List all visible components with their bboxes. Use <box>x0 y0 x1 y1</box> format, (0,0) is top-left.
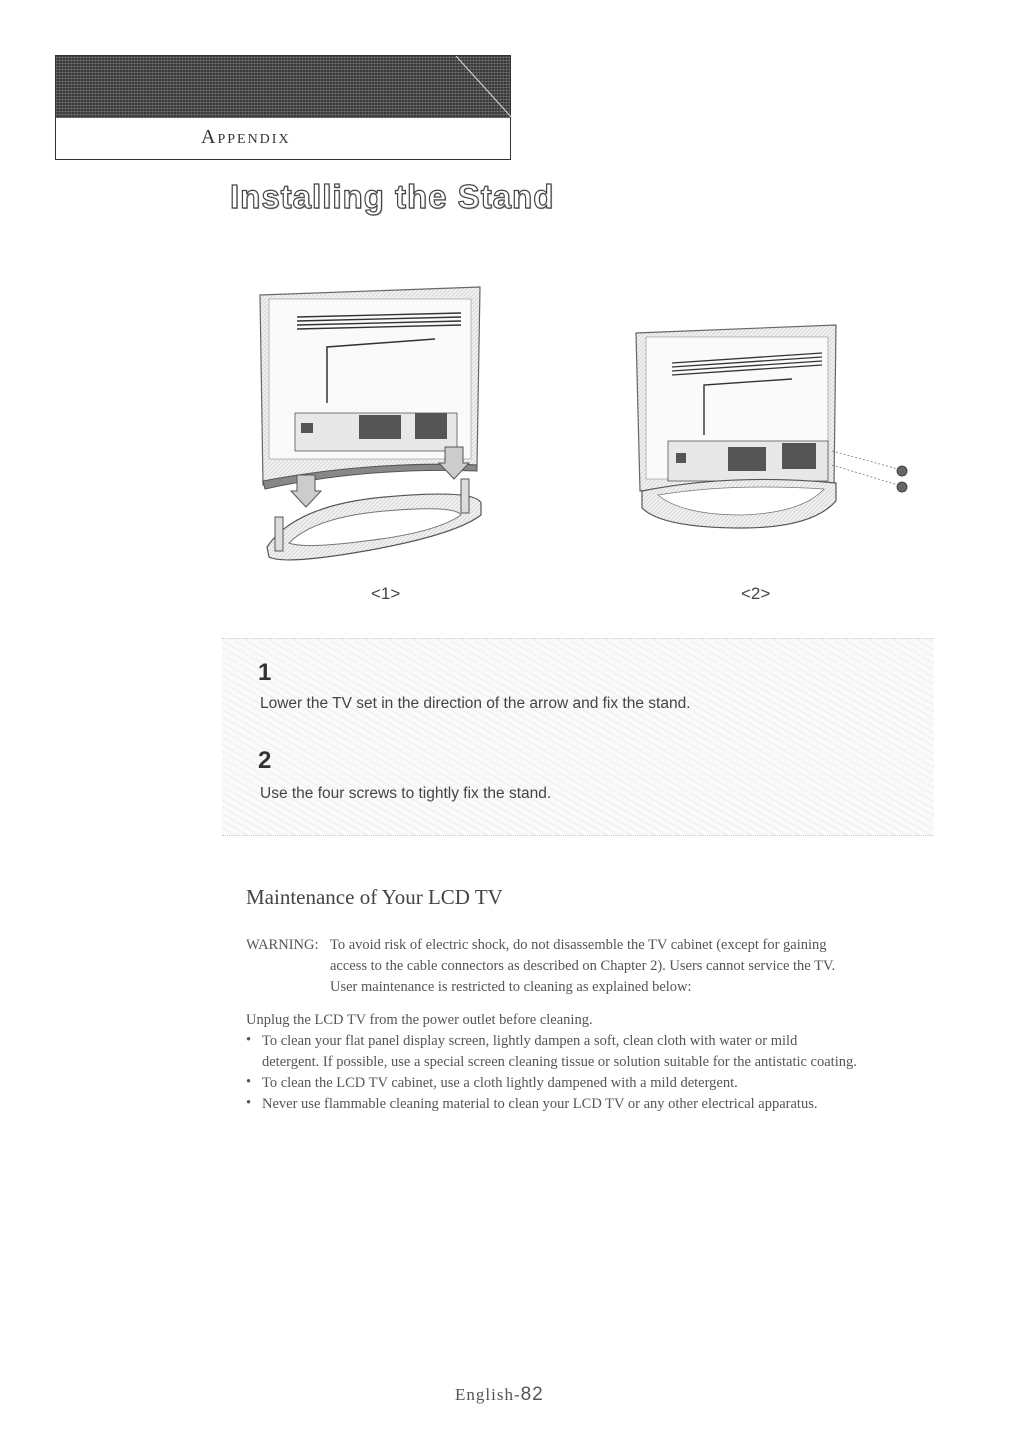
steps-box <box>222 638 934 836</box>
bullet-line: Never use flammable cleaning material to clean your LCD TV or any other electrical apparatus. <box>262 1096 818 1112</box>
section-label: Appendix <box>201 126 291 148</box>
warning-line: User maintenance is restricted to cleaning as explained below: <box>330 979 692 995</box>
page-number: 82 <box>520 1384 544 1405</box>
screw-icon <box>897 466 907 476</box>
footer-prefix: English- <box>455 1385 521 1404</box>
screw-icon <box>897 482 907 492</box>
step-text-2: Use the four screws to tightly fix the stand. <box>260 785 552 802</box>
warning-label: WARNING: <box>246 937 319 953</box>
maintenance-intro: Unplug the LCD TV from the power outlet before cleaning. <box>246 1012 593 1028</box>
header-pattern-band <box>56 56 510 118</box>
warning-line: To avoid risk of electric shock, do not disassemble the TV cabinet (except for gaining <box>330 937 827 953</box>
bullet-dot-icon: • <box>246 1032 252 1048</box>
header-diagonal-icon <box>56 56 512 118</box>
page-footer <box>455 1384 544 1406</box>
section-header <box>55 55 511 160</box>
maintenance-title: Maintenance of Your LCD TV <box>246 885 503 909</box>
page-title: Installing the Stand <box>230 178 555 215</box>
bullet-line: detergent. If possible, use a special screen cleaning tissue or solution suitable for the antistatic coating. <box>262 1054 857 1070</box>
step-number-1: 1 <box>258 659 272 686</box>
tv-stand-illustration-1 <box>255 285 487 575</box>
tv-stand-illustration-2 <box>632 323 914 533</box>
figure-label-1: <1> <box>371 584 401 603</box>
bullet-line: To clean your flat panel display screen, lightly dampen a soft, clean cloth with water or mild <box>262 1033 798 1049</box>
bullet-line: To clean the LCD TV cabinet, use a cloth lightly dampened with a mild detergent. <box>262 1075 738 1091</box>
step-text-1: Lower the TV set in the direction of the arrow and fix the stand. <box>260 695 691 712</box>
bullet-dot-icon: • <box>246 1074 252 1090</box>
figure-label-2: <2> <box>741 584 771 603</box>
step-number-2: 2 <box>258 747 272 774</box>
warning-line: access to the cable connectors as described on Chapter 2). Users cannot service the TV. <box>330 958 836 974</box>
bullet-dot-icon: • <box>246 1095 252 1111</box>
